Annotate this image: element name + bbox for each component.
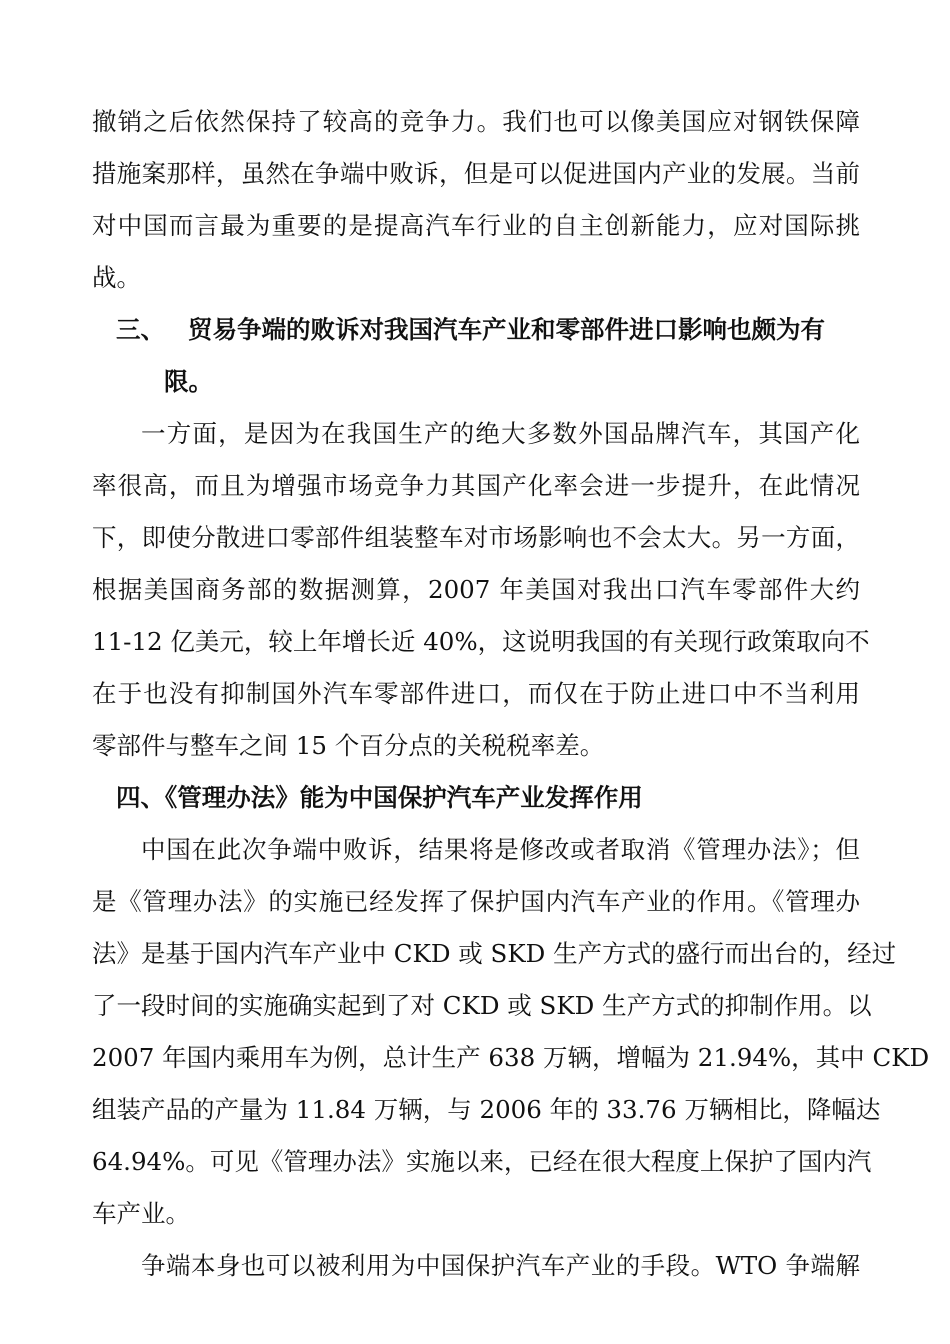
text-line: 2007 年国内乘用车为例，总计生产 638 万辆，增幅为 21.94%，其中 CKD [92, 1043, 930, 1072]
text-line: 零部件与整车之间 15 个百分点的关税税率差。 [92, 731, 605, 760]
text-line: 争端本身也可以被利用为中国保护汽车产业的手段。WTO 争端解 [141, 1251, 860, 1280]
heading-number: 三、 [116, 315, 165, 344]
text-line: 11-12 亿美元，较上年增长近 40%，这说明我国的有关现行政策取向不 [92, 627, 870, 656]
text-line: 组装产品的产量为 11.84 万辆，与 2006 年的 33.76 万辆相比，降幅达 [92, 1095, 881, 1124]
document-page [92, 96, 930, 1292]
text-line: 中国在此次争端中败诉，结果将是修改或者取消《管理办法》；但 [141, 835, 860, 864]
text-line: 了一段时间的实施确实起到了对 CKD 或 SKD 生产方式的抑制作用。以 [92, 991, 872, 1020]
text-line: 措施案那样，虽然在争端中败诉，但是可以促进国内产业的发展。当前 [92, 159, 860, 188]
paragraph-4a [92, 824, 930, 1240]
text-line: 一方面，是因为在我国生产的绝大多数外国品牌汽车，其国产化 [141, 419, 860, 448]
text-line: 对中国而言最为重要的是提高汽车行业的自主创新能力，应对国际挑 [92, 211, 860, 240]
text-line: 撤销之后依然保持了较高的竞争力。我们也可以像美国应对钢铁保障 [92, 107, 860, 136]
paragraph-4b [92, 1240, 860, 1292]
heading-text: 限。 [164, 367, 213, 396]
text-line: 战。 [92, 263, 141, 292]
paragraph-3 [92, 408, 870, 772]
text-line: 在于也没有抑制国外汽车零部件进口，而仅在于防止进口中不当利用 [92, 679, 860, 708]
section-heading-3 [92, 304, 860, 408]
heading-text: 贸易争端的败诉对我国汽车产业和零部件进口影响也颇为有 [188, 315, 825, 344]
section-heading-4: 四、《管理办法》能为中国保护汽车产业发挥作用 [116, 783, 643, 812]
text-line: 根据美国商务部的数据测算，2007 年美国对我出口汽车零部件大约 [92, 575, 860, 604]
text-line: 车产业。 [92, 1199, 190, 1228]
text-line: 法》是基于国内汽车产业中 CKD 或 SKD 生产方式的盛行而出台的，经过 [92, 939, 897, 968]
text-line: 下，即使分散进口零部件组装整车对市场影响也不会太大。另一方面， [92, 523, 860, 552]
text-line: 是《管理办法》的实施已经发挥了保护国内汽车产业的作用。《管理办 [92, 887, 860, 916]
text-line: 64.94%。可见《管理办法》实施以来，已经在很大程度上保护了国内汽 [92, 1147, 872, 1176]
paragraph-intro [92, 96, 860, 304]
text-line: 率很高，而且为增强市场竞争力其国产化率会进一步提升，在此情况 [92, 471, 860, 500]
